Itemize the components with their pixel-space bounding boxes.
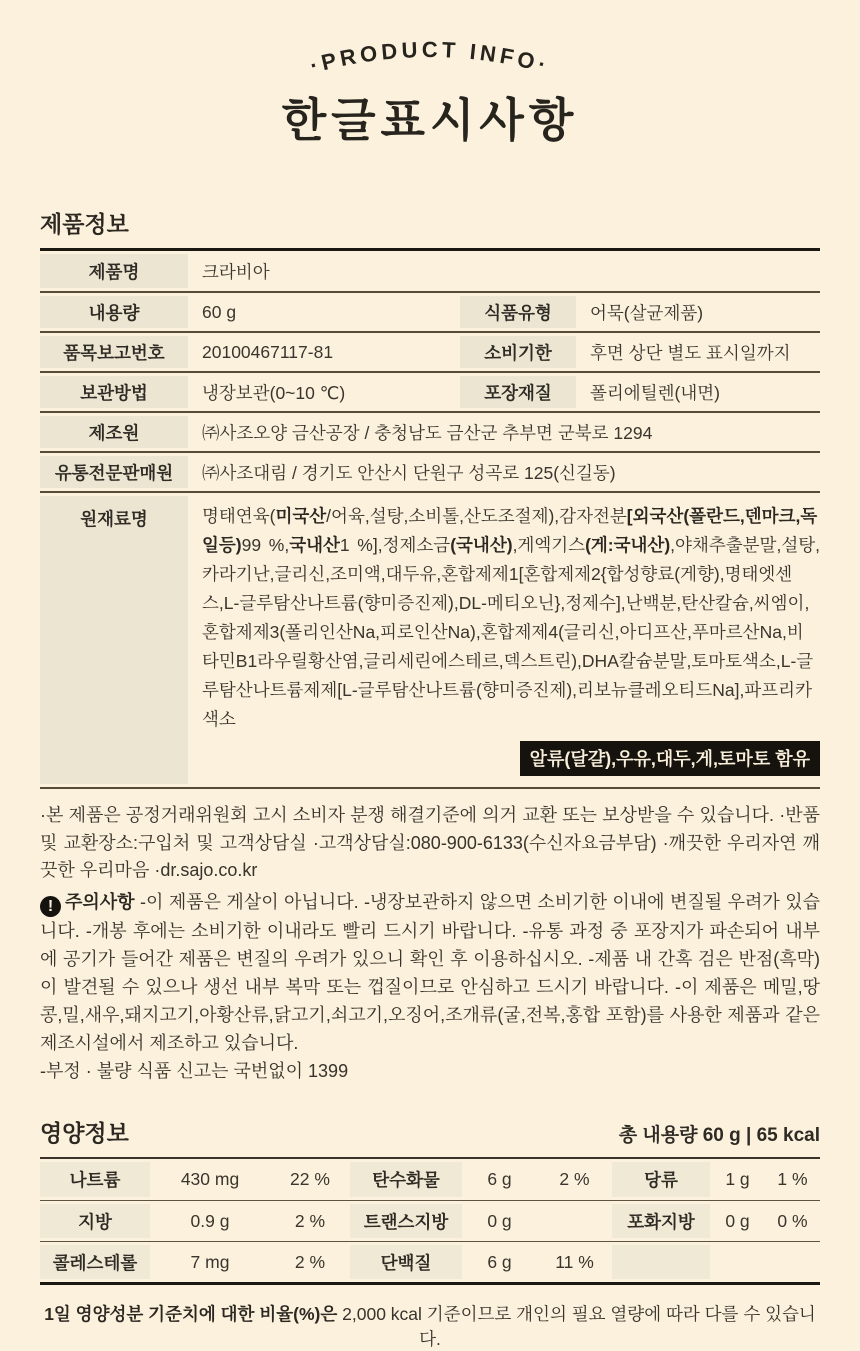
table-row-distributor [40,451,820,491]
product-info-section [40,206,820,789]
nutrient-value [710,1245,765,1279]
nutrient-percent: 22 % [290,1169,330,1189]
row-value: 후면 상단 별도 표시일까지 [590,342,791,363]
nutrient-label: 지방 [40,1204,150,1238]
nutrient-label [612,1245,710,1279]
nutrient-label: 포화지방 [612,1204,710,1238]
nutrient-label: 콜레스테롤 [40,1245,150,1279]
nutrient-percent: 2 % [294,1210,326,1231]
row-value: 냉장보관(0~10 ℃) [202,382,346,403]
nutrient-value: 7 mg [190,1251,230,1272]
allergen-badge: 알류(달걀),우유,대두,게,토마토 함유 [520,741,820,776]
nutrient-label: 당류 [612,1162,710,1197]
row-label: 유통전문판매원 [40,456,188,488]
nutrient-label: 탄수화물 [350,1162,462,1197]
row-label: 포장재질 [460,376,576,408]
nutrition-footnote: 1일 영양성분 기준치에 대한 비율(%)은 2,000 kcal 기준이므로 개인의 필요 열량에 따라 다를 수 있습니다. [44,1304,816,1349]
row-value: 크라비아 [202,261,270,282]
exclamation-icon: ! [40,896,61,917]
nutrient-value: 6 g [487,1169,512,1189]
nutrient-value: 0 g [487,1210,512,1231]
ingredients-text: 명태연육(미국산/어육,설탕,소비톨,산도조절제),감자전분[외국산(폴란드,덴마크,독일등)99 %,국내산1 %],정제소금(국내산),게엑기스(게:국내산),야채추출분말,설탕,카라기난,글리신,조미액,대두유,혼합제제1[혼합제제2{합성향료(게향),명태엣센스,L-글루탐산나트륨(향미증진제),DL-메티오닌},정제수],난백분,탄산칼슘,씨엠이,혼합제제3(폴리인산Na,피로인산Na),혼합제제4(글리신,아디프산,푸마르산Na,비타민B1라우릴황산염,글리세린에스테르,덱스트린),DHA칼슘분말,토마토색소,L-글루탐산나트륨제제[L-글루탐산나트륨(향미증진제),리보뉴클레오티드Na],파프리카색소 [202,506,820,729]
caution-paragraph [40,888,820,1086]
eyebrow-label: ·PRODUCT INFO· [307,36,553,79]
section-title-nutrition: 영양정보 [40,1120,129,1146]
row-value: 어묵(살균제품) [590,302,704,323]
nutrient-percent: 11 % [555,1251,594,1272]
row-label: 내용량 [40,296,188,328]
row-label: 품목보고번호 [40,336,188,368]
product-info-table [40,248,820,789]
row-value: 60 g [202,301,237,322]
row-value: ㈜사조대림 / 경기도 안산시 단원구 성곡로 125(신길동) [202,462,616,483]
section-title-product-info: 제품정보 [40,211,129,237]
page-title: 한글표시사항 [281,94,579,146]
row-value: 폴리에틸렌(내면) [590,382,720,403]
caution-label: 주의사항 [65,891,135,912]
table-row-amount-type [40,291,820,331]
nutrient-value: 1 g [725,1169,750,1189]
row-label: 보관방법 [40,376,188,408]
table-row-storage-packaging [40,371,820,411]
nutrient-percent: 2 % [559,1169,590,1189]
row-label: 소비기한 [460,336,576,368]
row-label: 원재료명 [40,496,188,784]
table-row-product-name [40,251,820,291]
total-amount-calories: 총 내용량 60 g | 65 kcal [618,1125,820,1146]
row-label: 식품유형 [460,296,576,328]
nutrient-value: 430 mg [180,1169,240,1189]
nutrition-row [40,1200,820,1241]
nutrient-percent: 0 % [777,1210,808,1231]
table-row-report-number-expiry [40,331,820,371]
row-value: 20100467117-81 [202,341,334,362]
nutrient-percent: 1 % [777,1169,808,1189]
nutrient-percent: 2 % [294,1251,326,1272]
nutrition-section [40,1115,820,1351]
nutrient-label: 나트륨 [40,1162,150,1197]
nutrition-row [40,1241,820,1282]
consumer-notes-text: ·본 제품은 공정거래위원회 고시 소비자 분쟁 해결기준에 의거 교환 또는 보상받을 수 있습니다. ·반품 및 교환장소:구입처 및 고객상담실 ·고객상담실:080-900-6133(수신자요금부담) ·깨끗한 우리자연 깨끗한 우리마음 ·dr.sajo.co.kr [40,805,820,880]
row-value: ㈜사조오양 금산공장 / 충청남도 금산군 추부면 군북로 1294 [202,422,653,443]
table-row-manufacturer [40,411,820,451]
nutrient-value: 0.9 g [190,1210,230,1231]
nutrient-value: 6 g [487,1251,512,1272]
arched-eyebrow-text [230,26,630,88]
table-row-ingredients [40,491,820,787]
caution-text: -이 제품은 게살이 아닙니다. -냉장보관하지 않으면 소비기한 이내에 변질될 우려가 있습니다. -개봉 후에는 소비기한 이내라도 빨리 드시기 바랍니다. -유통 과정 중 포장지가 파손되어 내부에 공기가 들어간 제품은 변질의 우려가 있으니 확인 후 이용하십시오. -제품 내 간혹 검은 반점(흑막)이 발견될 수 있으나 생선 내부 복막 또는 껍질이므로 안심하고 드시기 바랍니다. -이 제품은 메밀,땅콩,밀,새우,돼지고기,아황산류,닭고기,쇠고기,오징어,조개류(굴,전복,홍합 포함)를 사용한 제품과 같은 제조시설에서 제조하고 있습니다. [40,891,820,1053]
page-header [0,0,860,150]
nutrient-label: 단백질 [350,1245,462,1279]
svg-text:·PRODUCT INFO· [307,37,552,78]
nutrient-value: 0 g [725,1210,750,1231]
nutrient-percent [765,1245,820,1279]
nutrient-label: 트랜스지방 [350,1204,462,1238]
row-label: 제조원 [40,416,188,448]
nutrient-percent [537,1204,612,1238]
nutrition-row [40,1159,820,1200]
nutrition-table [40,1157,820,1285]
row-label: 제품명 [40,254,188,288]
report-line: -부정 · 불량 식품 신고는 국번없이 1399 [40,1061,349,1081]
